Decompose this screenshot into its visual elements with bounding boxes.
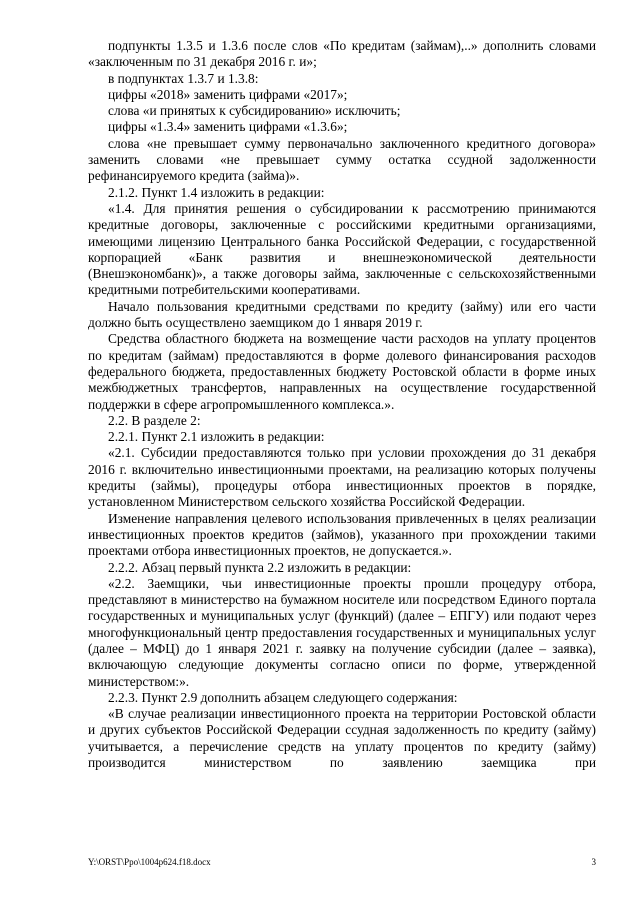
paragraph: Средства областного бюджета на возмещение части расходов на уплату процентов по кредитам (займам) предоставляются в форме долевого финансирования расходов федерального бюджета, предоставленных бюджету Ростовской области в форме иных межбюджетных трансфертов, направленных на осуществление государственной поддержки в сфере агропромышленного комплекса.». bbox=[88, 331, 596, 412]
paragraph: Начало пользования кредитными средствами по кредиту (займу) или его части должно быть осуществлено заемщиком до 1 января 2019 г. bbox=[88, 298, 596, 331]
paragraph: 2.2.3. Пункт 2.9 дополнить абзацем следующего содержания: bbox=[108, 689, 458, 705]
paragraph: «2.2. Заемщики, чьи инвестиционные проекты прошли процедуру отбора, представляют в министерство на бумажном носителе или посредством Единого портала государственных и муниципальных услуг (функций) (далее – ЕПГУ) или подают через многофункциональный центр предоставления государственных и муниципальных услуг (далее – МФЦ) до 1 января 2021 г. заявку на получение субсидии (далее – заявка), включающую следующие документы согласно описи по форме, утвержденной министерством:». bbox=[88, 575, 596, 689]
paragraph: цифры «1.3.4» заменить цифрами «1.3.6»; bbox=[108, 119, 348, 135]
paragraph: слова «и принятых к субсидированию» исключить; bbox=[108, 103, 401, 119]
file-path: Y:\ORST\Ppo\1004p624.f18.docx bbox=[88, 857, 211, 867]
paragraph: в подпунктах 1.3.7 и 1.3.8: bbox=[108, 70, 259, 86]
paragraph: 2.2.1. Пункт 2.1 изложить в редакции: bbox=[108, 429, 325, 445]
paragraph: «2.1. Субсидии предоставляются только при условии прохождения до 31 декабря 2016 г. включительно инвестиционными проектами, на реализацию которых получены кредиты (займы), процедуры отбора инвестиционных проектов в порядке, установленном Министерством сельского хозяйства Российской Федерации. bbox=[88, 445, 596, 510]
page-number: 3 bbox=[591, 857, 596, 867]
paragraph: подпункты 1.3.5 и 1.3.6 после слов «По кредитам (займам),..» дополнить словами «заключенным по 31 декабря 2016 г. и»; bbox=[88, 38, 596, 70]
paragraph: 2.2. В разделе 2: bbox=[108, 412, 201, 428]
paragraph: слова «не превышает сумму первоначально заключенного кредитного договора» заменить словами «не превышает сумму остатка ссудной задолженности рефинансируемого кредита (займа)». bbox=[88, 135, 596, 184]
paragraph: 2.1.2. Пункт 1.4 изложить в редакции: bbox=[108, 184, 325, 200]
paragraph: «1.4. Для принятия решения о субсидировании к рассмотрению принимаются кредитные договоры, заключенные с российскими кредитными организациями, имеющими лицензию Центрального банка Российской Федерации, с государственной корпорацией «Банк развития и внешнеэкономической деятельности (Внешэкономбанк)», а также договоры займа, заключенные с сельскохозяйственными кредитными потребительскими кооперативами. bbox=[88, 200, 596, 298]
paragraph: 2.2.2. Абзац первый пункта 2.2 изложить в редакции: bbox=[108, 559, 412, 575]
paragraph: цифры «2018» заменить цифрами «2017»; bbox=[108, 86, 348, 102]
paragraph: Изменение направления целевого использования привлеченных в целях реализации инвестиционных проектов кредитов (займов), указанного при прохождении такими проектами отбора инвестиционных проектов, не допускается.». bbox=[88, 510, 596, 559]
paragraph: «В случае реализации инвестиционного проекта на территории Ростовской области и других субъектов Российской Федерации ссудная задолженность по кредиту (займу) учитывается, а перечисление средств на уплату процентов по кредиту (займу) производится министерством по заявлению заемщика при bbox=[88, 706, 596, 771]
document-body bbox=[88, 38, 596, 771]
